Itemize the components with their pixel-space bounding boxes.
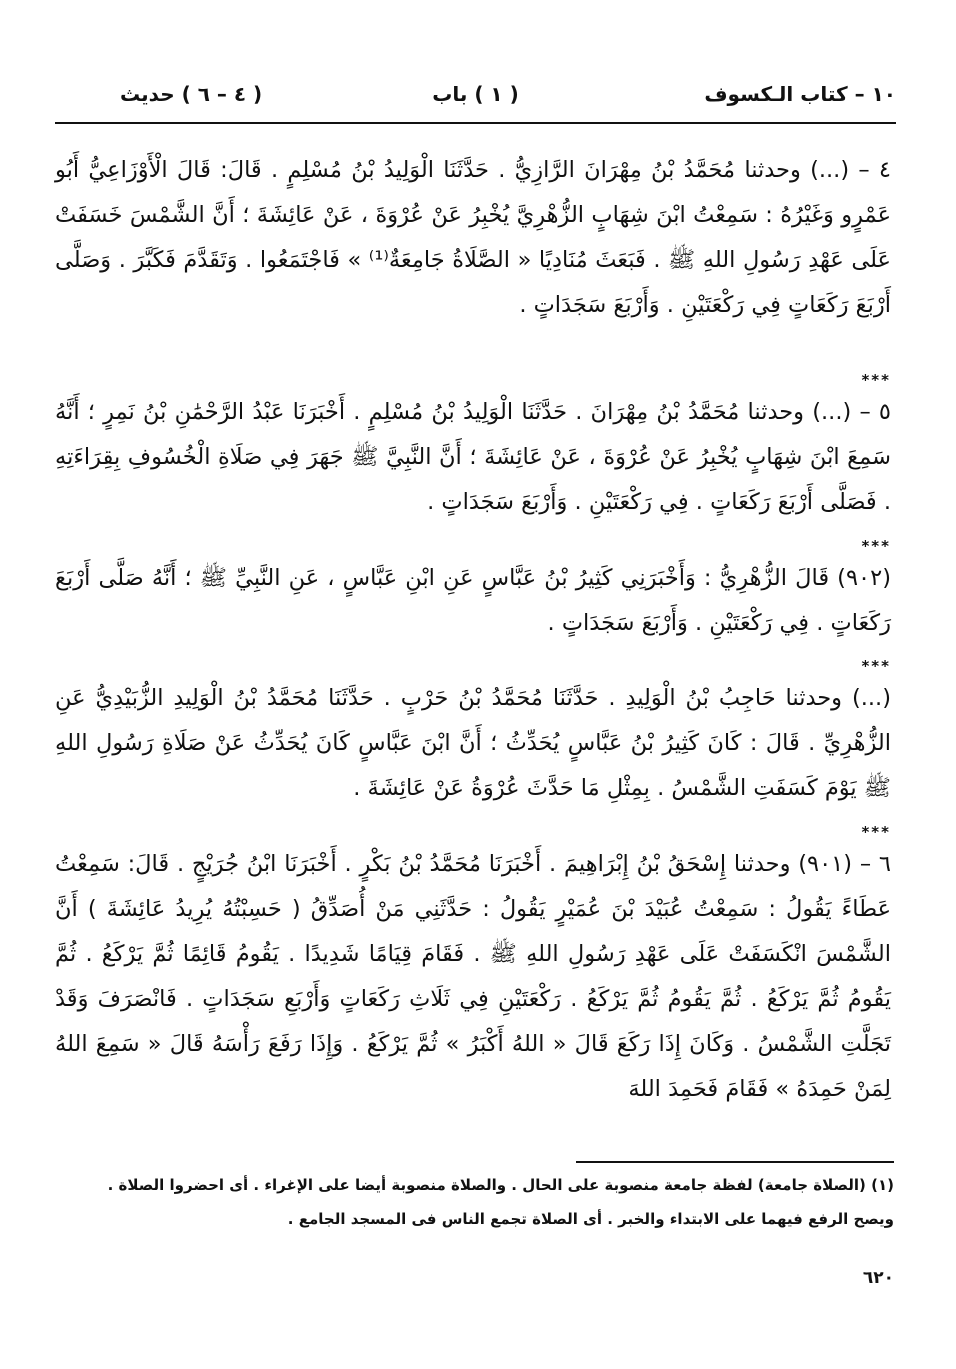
footnote (55, 1168, 894, 1236)
section-title: ( ١ ) باب (432, 82, 519, 106)
hadith-paragraph: ٤ – (...) وحدثنا مُحَمَّدُ بْنُ مِهْرَانَ الرَّازِيُّ . حَدَّثَنَا الْوَلِيدُ بْنُ مُسْلِمٍ . قَالَ: قَالَ الْأَوْزَاعِيُّ أَبُو عَمْرٍو وَغَيْرُهُ : سَمِعْتُ ابْنَ شِهَابٍ الزُّهْرِيَّ يُخْبِرُ عَنْ عُرْوَةَ ، عَنْ عَائِشَةَ ؛ أَنَّ الشَّمْسَ خَسَفَتْ عَلَى عَهْدِ رَسُولِ اللهِ ﷺ . فَبَعَثَ مُنَادِيًا « الصَّلَاةُ جَامِعَةٌ⁽¹⁾ » فَاجْتَمَعُوا . وَتَقَدَّمَ فَكَبَّرَ . وَصَلَّى أَرْبَعَ رَكَعَاتٍ فِي رَكْعَتَيْنِ . وَأَرْبَعَ سَجَدَاتٍ . (55, 157, 891, 318)
hadith-paragraph: (...) وحدثنا حَاجِبُ بْنُ الْوَلِيدِ . حَدَّثَنَا مُحَمَّدُ بْنُ حَرْبٍ . حَدَّثَنَا مُحَمَّدُ بْنُ الْوَلِيدِ الزُّبَيْدِيُّ عَنِ الزُّهْرِيِّ . قَالَ : كَانَ كَثِيرُ بْنُ عَبَّاسٍ يُحَدِّثُ ؛ أَنَّ ابْنَ عَبَّاسٍ كَانَ يُحَدِّثُ عَنْ صَلَاةِ رَسُولِ اللهِ ﷺ يَوْمَ كَسَفَتِ الشَّمْسُ . بِمِثْلِ مَا حَدَّثَ عُرْوَةُ عَنْ عَائِشَةَ . (55, 685, 891, 801)
footnote-line: (١) (الصلاة جامعة) لفظة جامعة منصوبة على الحال . والصلاة منصوبة أيضا على الإغراء . أى احضروا الصلاة . (107, 1176, 894, 1194)
footnote-divider (576, 1161, 894, 1163)
section-separator: *** (861, 657, 891, 675)
hadith-paragraph: ٦ – (٩٠١) وحدثنا إِسْحَقُ بْنُ إِبْرَاهِيمَ . أَخْبَرَنَا مُحَمَّدُ بْنُ بَكْرٍ . أَخْبَرَنَا ابْنُ جُرَيْجٍ . قَالَ: سَمِعْتُ عَطَاءً يَقُولُ : سَمِعْتُ عُبَيْدَ بْنَ عُمَيْرٍ يَقُولُ : حَدَّثَنِي مَنْ أُصَدِّقُ ( حَسِبْتُهُ يُرِيدُ عَائِشَةَ ) أَنَّ الشَّمْسَ انْكَسَفَتْ عَلَى عَهْدِ رَسُولِ اللهِ ﷺ . فَقَامَ قِيَامًا شَدِيدًا . يَقُومُ قَائِمًا ثُمَّ يَرْكَعُ . ثُمَّ يَقُومُ ثُمَّ يَرْكَعُ . ثُمَّ يَقُومُ ثُمَّ يَرْكَعُ . رَكْعَتَيْنِ فِي ثَلَاثِ رَكَعَاتٍ وَأَرْبَعِ سَجَدَاتٍ . فَانْصَرَفَ وَقَدْ تَجَلَّتِ الشَّمْسُ . وَكَانَ إِذَا رَكَعَ قَالَ « اللهُ أَكْبَرُ » ثُمَّ يَرْكَعُ . وَإِذَا رَفَعَ رَأْسَهُ قَالَ « سَمِعَ اللهُ لِمَنْ حَمِدَهُ » فَقَامَ فَحَمِدَ اللهَ (55, 851, 891, 1102)
section-separator: *** (861, 371, 891, 389)
hadith-range: ( ٤ – ٦ ) حديث (120, 82, 263, 106)
hadith-paragraph: (٩٠٢) قَالَ الزُّهْرِيُّ : وَأَخْبَرَنِي كَثِيرُ بْنُ عَبَّاسٍ عَنِ ابْنِ عَبَّاسٍ ، عَنِ النَّبِيِّ ﷺ ؛ أَنَّهُ صَلَّى أَرْبَعَ رَكَعَاتٍ . فِي رَكْعَتَيْنِ . وَأَرْبَعَ سَجَدَاتٍ . (55, 565, 891, 636)
chapter-title: ١٠ – كتاب الـكسوف (704, 82, 896, 106)
section-separator: *** (861, 823, 891, 841)
hadith-paragraph: ٥ – (...) وحدثنا مُحَمَّدُ بْنُ مِهْرَانَ . حَدَّثَنَا الْوَلِيدُ بْنُ مُسْلِمٍ . أَخْبَرَنَا عَبْدُ الرَّحْمَٰنِ بْنُ نَمِرٍ ؛ أَنَّهُ سَمِعَ ابْنَ شِهَابٍ يُخْبِرُ عَنْ عُرْوَةَ ، عَنْ عَائِشَةَ ؛ أَنَّ النَّبِيَّ ﷺ جَهَرَ فِي صَلَاةِ الْخُسُوفِ بِقِرَاءَتِهِ . فَصَلَّى أَرْبَعَ رَكَعَاتٍ . فِي رَكْعَتَيْنِ . وَأَرْبَعَ سَجَدَاتٍ . (55, 399, 891, 515)
page-number: ٦٢٠ (862, 1268, 894, 1288)
section-separator: *** (861, 537, 891, 555)
main-text (55, 148, 891, 1112)
running-header (55, 82, 896, 116)
footnote-line: ويصح الرفع فيهما على الابتداء والخبر . أى الصلاة تجمع الناس فى المسجد الجامع . (287, 1210, 894, 1228)
header-divider (55, 122, 896, 124)
